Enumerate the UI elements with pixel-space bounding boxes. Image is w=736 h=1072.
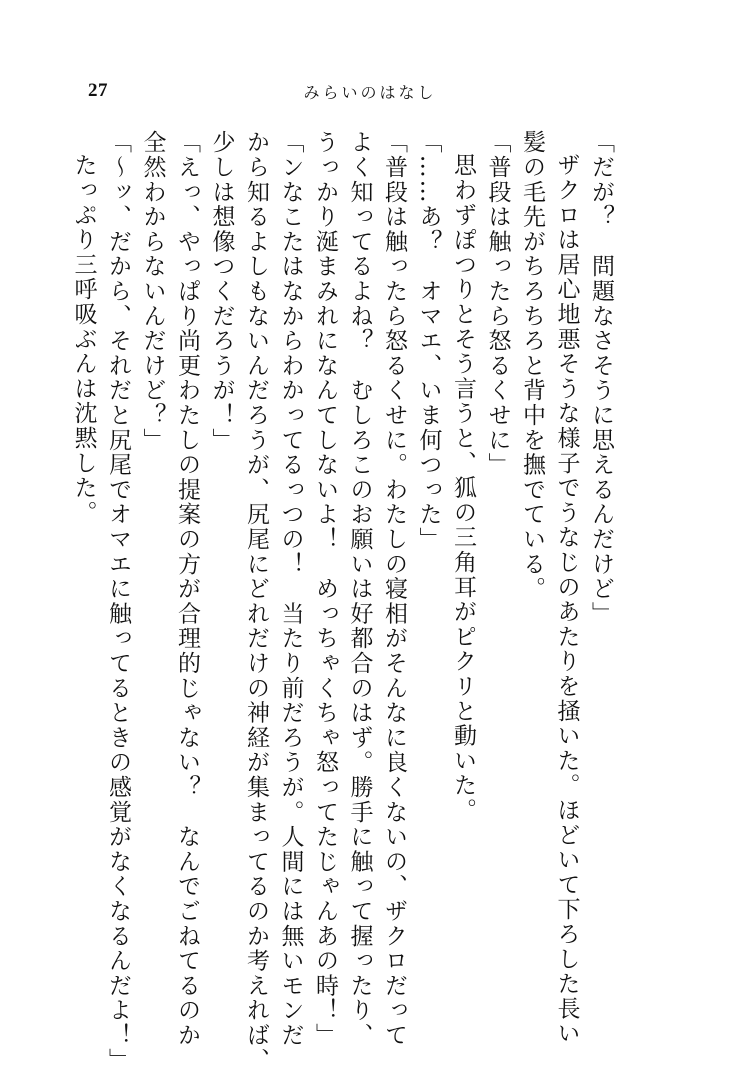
text-line: うっかり涎まみれになんてしないよ！ めっちゃくちゃ怒ってたじゃんあの時！」 <box>312 130 338 1048</box>
text-line: 全然わからないんだけど？」 <box>139 130 166 453</box>
text-line: よく知ってるよね？ むしろこのお願いは好都合のはず。勝手に触って握ったり、 <box>346 130 373 1048</box>
text-line: 少しは想像つくだろうが！」 <box>208 130 235 453</box>
text-line: 髪の毛先がちろちろと背中を撫でている。 <box>519 130 545 602</box>
text-line: 「ンなこたはなからわかってるっつの！ 当たり前だろうが。人間には無いモンだ <box>277 130 304 1048</box>
text-line: たっぷり三呼吸ぶんは沈黙した。 <box>70 153 97 525</box>
text-line: 「だが？ 問題なさそうに思えるんだけど」 <box>588 130 614 626</box>
text-line: 「～ッ、だから、それだと尻尾でオマエに触ってるときの感覚がなくなるんだよ！」 <box>105 130 131 1072</box>
text-line: 思わずぽつりとそう言うと、狐の三角耳がピクリと動いた。 <box>450 153 476 823</box>
page-number: 27 <box>88 80 108 101</box>
text-line: 「……あ？ オマエ、いま何つった」 <box>415 130 442 552</box>
text-line: ザクロは居心地悪そうな様子でうなじのあたりを掻いた。ほどいて下ろした長い <box>553 153 580 1046</box>
text-line: 「普段は触ったら怒るくせに」 <box>484 130 511 478</box>
running-title: みらいのはなし <box>303 83 437 102</box>
text-line: 「普段は触ったら怒るくせに。わたしの寝相がそんなに良くないの、ザクロだって <box>381 130 407 1048</box>
body-text <box>70 130 618 1072</box>
text-line: から知るよしもないんだろうが、尻尾にどれだけの神経が集まってるのか考えれば、 <box>243 130 269 1072</box>
text-line: 「えっ、やっぱり尚更わたしの提案の方が合理的じゃない？ なんでごねてるのか <box>174 130 200 1048</box>
